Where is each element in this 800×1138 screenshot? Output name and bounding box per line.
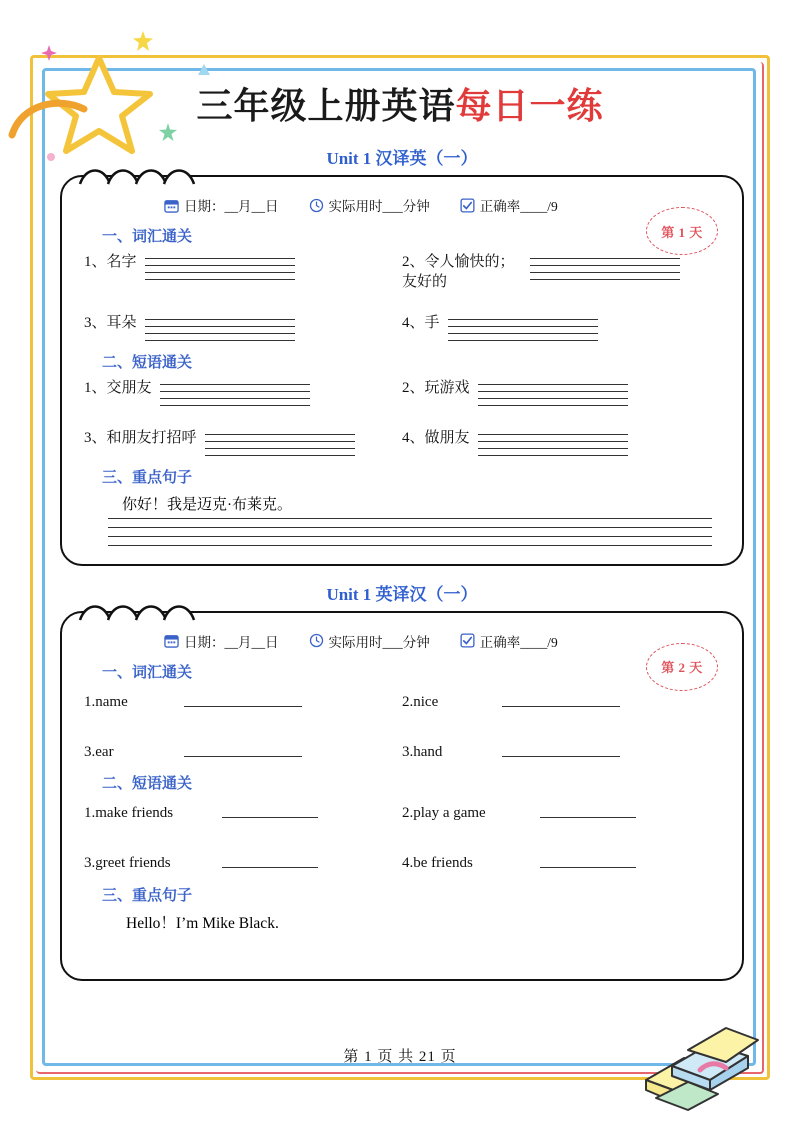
title-main: 三年级上册英语 <box>196 86 456 126</box>
accuracy-field-1[interactable] <box>460 195 558 215</box>
group-title-1-1: 一、词汇通关 <box>102 229 193 245</box>
q-num: 3. <box>84 743 96 760</box>
meta-row-1 <box>84 195 720 215</box>
question-cell <box>402 853 720 873</box>
time-field-2[interactable] <box>309 631 430 651</box>
answer-blank[interactable] <box>222 867 318 868</box>
q-num: 1. <box>84 805 96 821</box>
page-title <box>0 78 800 129</box>
date-label-2: 日期：__月__日 <box>184 634 279 650</box>
question-rows-1-1 <box>84 252 720 341</box>
day-stamp-1: 第 1 天 <box>646 207 718 255</box>
group-title-1-3: 三、重点句子 <box>102 469 193 486</box>
q-num: 2. <box>402 805 414 821</box>
question-cell <box>402 742 720 762</box>
q-text: greet friends <box>95 855 171 872</box>
question-row <box>84 853 720 873</box>
question-rows-2-1 <box>84 692 720 763</box>
accuracy-label-2: 正确率____/9 <box>479 634 558 650</box>
question-rows-2-2 <box>84 803 720 874</box>
answer-blank[interactable] <box>502 706 620 707</box>
checkbox-icon <box>460 198 475 213</box>
answer-blank[interactable] <box>184 706 302 707</box>
q-text: make friends <box>95 805 174 821</box>
worksheet-content <box>60 140 744 981</box>
question-cell <box>402 803 720 823</box>
q-num: 3. <box>402 743 414 760</box>
q-text: 做朋友 <box>424 429 470 446</box>
confetti-dot-small-icon <box>44 150 58 164</box>
section-heading-2: Unit 1 英译汉（一） <box>326 584 478 604</box>
accuracy-field-2[interactable] <box>460 631 558 651</box>
answer-blank[interactable] <box>222 817 318 818</box>
question-cell <box>84 692 402 712</box>
q-num: 2、 <box>402 379 425 396</box>
time-label-1: 实际用时___分钟 <box>328 199 430 214</box>
q-text: 令人愉快的；友好的 <box>402 254 515 291</box>
q-text: be friends <box>413 855 473 872</box>
answer-lines[interactable] <box>145 258 295 280</box>
q-num: 3、 <box>84 429 107 446</box>
clock-icon <box>309 633 324 648</box>
q-text: 耳朵 <box>106 314 137 331</box>
question-row <box>84 378 720 406</box>
accuracy-label-1: 正确率____/9 <box>479 199 558 214</box>
question-cell <box>84 313 402 341</box>
title-accent: 每日一练 <box>455 86 604 126</box>
question-cell <box>402 313 720 341</box>
question-cell <box>84 853 402 873</box>
q-num: 1、 <box>84 254 107 270</box>
q-num: 1、 <box>84 379 107 396</box>
checkbox-icon <box>460 633 475 648</box>
answer-blank[interactable] <box>540 867 636 868</box>
q-num: 1. <box>84 693 96 710</box>
answer-lines[interactable] <box>205 434 355 456</box>
question-row <box>84 313 720 341</box>
answer-blank[interactable] <box>184 756 302 757</box>
date-field-1[interactable] <box>164 195 279 215</box>
q-num: 2. <box>402 693 414 710</box>
worksheet-card-1 <box>60 175 744 566</box>
answer-lines[interactable] <box>530 258 680 280</box>
q-text: 手 <box>424 314 440 331</box>
question-rows-1-2 <box>84 378 720 456</box>
question-cell <box>84 742 402 762</box>
q-text: 交朋友 <box>106 379 152 396</box>
meta-row-2 <box>84 631 720 651</box>
q-text: ear <box>95 743 114 760</box>
date-label-1: 日期：__月__日 <box>184 199 279 214</box>
books-decoration-icon <box>626 1010 766 1114</box>
confetti-dot-icon <box>40 44 58 62</box>
q-text: name <box>95 693 128 710</box>
question-cell <box>402 378 720 406</box>
time-label-2: 实际用时___分钟 <box>328 634 430 650</box>
answer-lines[interactable] <box>448 319 598 341</box>
question-row <box>84 428 720 456</box>
calendar-icon <box>164 633 179 648</box>
question-cell <box>402 252 720 293</box>
group-title-2-1: 一、词汇通关 <box>102 664 193 681</box>
question-cell <box>84 428 402 456</box>
scallop-decoration-icon <box>78 604 198 622</box>
date-field-2[interactable] <box>164 631 279 651</box>
q-num: 4、 <box>402 314 425 331</box>
q-text: 和朋友打招呼 <box>106 429 197 446</box>
answer-lines[interactable] <box>145 319 295 341</box>
section-heading-1: Unit 1 汉译英（一） <box>326 149 478 168</box>
answer-blank[interactable] <box>502 756 620 757</box>
day-stamp-2: 第 2 天 <box>646 643 718 691</box>
worksheet-card-2 <box>60 611 744 981</box>
q-num: 4. <box>402 855 414 872</box>
question-cell <box>402 692 720 712</box>
confetti-triangle-icon <box>196 62 212 78</box>
q-text: hand <box>413 743 443 760</box>
q-num: 3. <box>84 855 96 872</box>
group-title-2-2: 二、短语通关 <box>102 776 193 792</box>
question-row <box>84 742 720 762</box>
page-footer: 第 1 页 共 21 页 <box>343 1049 457 1065</box>
clock-icon <box>309 198 324 213</box>
answer-lines[interactable] <box>478 434 628 456</box>
answer-blank[interactable] <box>540 817 636 818</box>
question-cell <box>84 803 402 823</box>
q-text: 名字 <box>106 254 137 270</box>
q-text: 玩游戏 <box>424 379 470 396</box>
sentence-prompt-1: 你好！我是迈克·布莱克。 <box>122 496 292 513</box>
sentence-answer-lines-1[interactable] <box>108 518 712 546</box>
group-title-2-3: 三、重点句子 <box>102 887 193 904</box>
scallop-decoration-icon <box>78 168 198 186</box>
q-text: play a game <box>413 805 486 821</box>
question-cell <box>84 378 402 406</box>
q-text: nice <box>413 693 439 710</box>
calendar-icon <box>164 198 179 213</box>
question-row <box>84 692 720 712</box>
answer-lines[interactable] <box>478 384 628 406</box>
question-cell <box>402 428 720 456</box>
question-cell <box>84 252 402 293</box>
q-num: 3、 <box>84 314 107 331</box>
answer-lines[interactable] <box>160 384 310 406</box>
time-field-1[interactable] <box>309 195 430 215</box>
sentence-prompt-2: Hello！I’m Mike Black. <box>126 914 279 932</box>
group-title-1-2: 二、短语通关 <box>102 354 193 371</box>
confetti-star-icon <box>132 30 154 52</box>
question-row <box>84 803 720 823</box>
question-row <box>84 252 720 293</box>
q-num: 4、 <box>402 429 425 446</box>
q-num: 2、 <box>402 254 425 270</box>
